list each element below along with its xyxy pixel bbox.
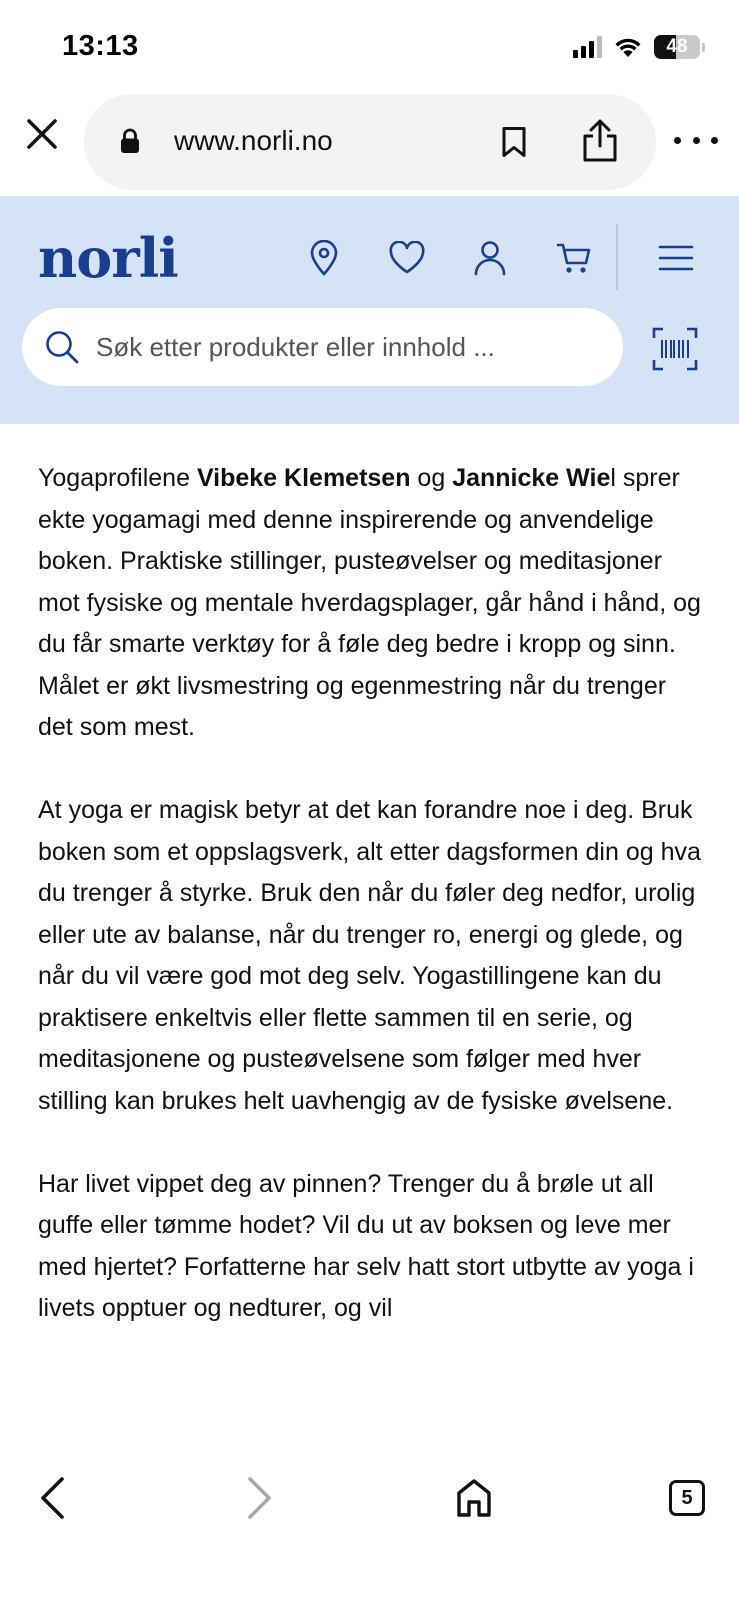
- header-divider: [616, 224, 618, 290]
- more-options-button[interactable]: [674, 132, 718, 148]
- share-icon: [582, 119, 618, 163]
- bookmark-button[interactable]: [494, 122, 534, 162]
- author-name: Jannicke Wie: [452, 464, 611, 492]
- menu-icon: [658, 244, 694, 272]
- store-locator-button[interactable]: [302, 236, 346, 280]
- text-span: og: [410, 464, 453, 492]
- forward-button[interactable]: [232, 1472, 288, 1524]
- heart-icon: [388, 241, 426, 275]
- home-icon: [455, 1478, 493, 1518]
- battery-icon: [654, 35, 700, 59]
- tab-count: 5: [669, 1480, 705, 1516]
- location-pin-icon: [309, 240, 339, 276]
- search-input[interactable]: [96, 308, 596, 386]
- close-icon: [26, 118, 58, 150]
- back-button[interactable]: [24, 1472, 80, 1524]
- search-icon: [44, 329, 80, 365]
- barcode-scan-button[interactable]: [652, 326, 698, 372]
- cart-icon: [556, 241, 592, 275]
- more-dot: [674, 137, 681, 144]
- text-span: Yogaprofilene: [38, 464, 197, 492]
- barcode-scan-icon: [652, 326, 698, 372]
- cellular-signal-icon: [573, 36, 602, 58]
- text-span: l sprer ekte yogamagi med denne inspirerende og anvendelige boken. Praktiske stillinger, pusteøvelser og meditasjoner mot fysiske og mentale hverdagsplager, går hånd i hånd, og du får smarte verktøy for å føle deg bedre i kropp og sinn. Målet er økt livsmestring og egenmestring når du trenger det som mest.: [38, 464, 701, 741]
- tabs-button[interactable]: [659, 1472, 715, 1524]
- description-paragraph: At yoga er magisk betyr at det kan forandre noe i deg. Bruk boken som et oppslagsverk, alt etter dagsformen din og hva du trenger å styrke. Bruk den når du føler deg nedfor, urolig eller ute av balanse, når du trenger ro, energi og glede, og når du vil være god mot deg selv. Yogastillingene kan du praktisere enkeltvis eller flette sammen til en serie, og meditasjonene og pusteøvelsene som følger med hver stilling kan brukes helt uavhengig av de fysiske øvelsene.: [38, 796, 701, 1115]
- chevron-right-icon: [246, 1476, 274, 1520]
- norli-logo[interactable]: norli: [38, 226, 178, 290]
- wifi-icon: [614, 36, 642, 58]
- more-dot: [693, 137, 700, 144]
- browser-bottom-toolbar: [0, 1448, 739, 1600]
- more-dot: [711, 137, 718, 144]
- search-box[interactable]: [22, 308, 623, 386]
- status-time: 13:13: [62, 30, 139, 62]
- product-description: [38, 458, 706, 1448]
- description-paragraph: [38, 458, 706, 749]
- status-icons: [573, 34, 705, 60]
- lock-icon: [120, 128, 140, 154]
- url-text: www.norli.no: [174, 125, 333, 156]
- menu-button[interactable]: [654, 236, 698, 280]
- browser-toolbar: [0, 92, 739, 196]
- share-button[interactable]: [578, 116, 622, 166]
- bookmark-icon: [501, 126, 527, 158]
- status-bar: [0, 0, 739, 92]
- wishlist-button[interactable]: [385, 236, 429, 280]
- chevron-left-icon: [38, 1476, 66, 1520]
- site-header: [0, 196, 739, 424]
- cart-button[interactable]: [552, 236, 596, 280]
- author-name: Vibeke Klemetsen: [196, 464, 411, 492]
- home-button[interactable]: [446, 1472, 502, 1524]
- account-button[interactable]: [468, 236, 512, 280]
- user-icon: [473, 240, 507, 276]
- address-bar[interactable]: [84, 94, 656, 190]
- description-paragraph: Har livet vippet deg av pinnen? Trenger du å brøle ut all guffe eller tømme hodet? Vil du ut av boksen og leve mer med hjertet? Forfatterne har selv hatt stort utbytte av yoga i livets opptuer og nedturer, og vil: [38, 1169, 694, 1322]
- close-button[interactable]: [22, 114, 62, 154]
- battery-level: 48: [666, 36, 688, 57]
